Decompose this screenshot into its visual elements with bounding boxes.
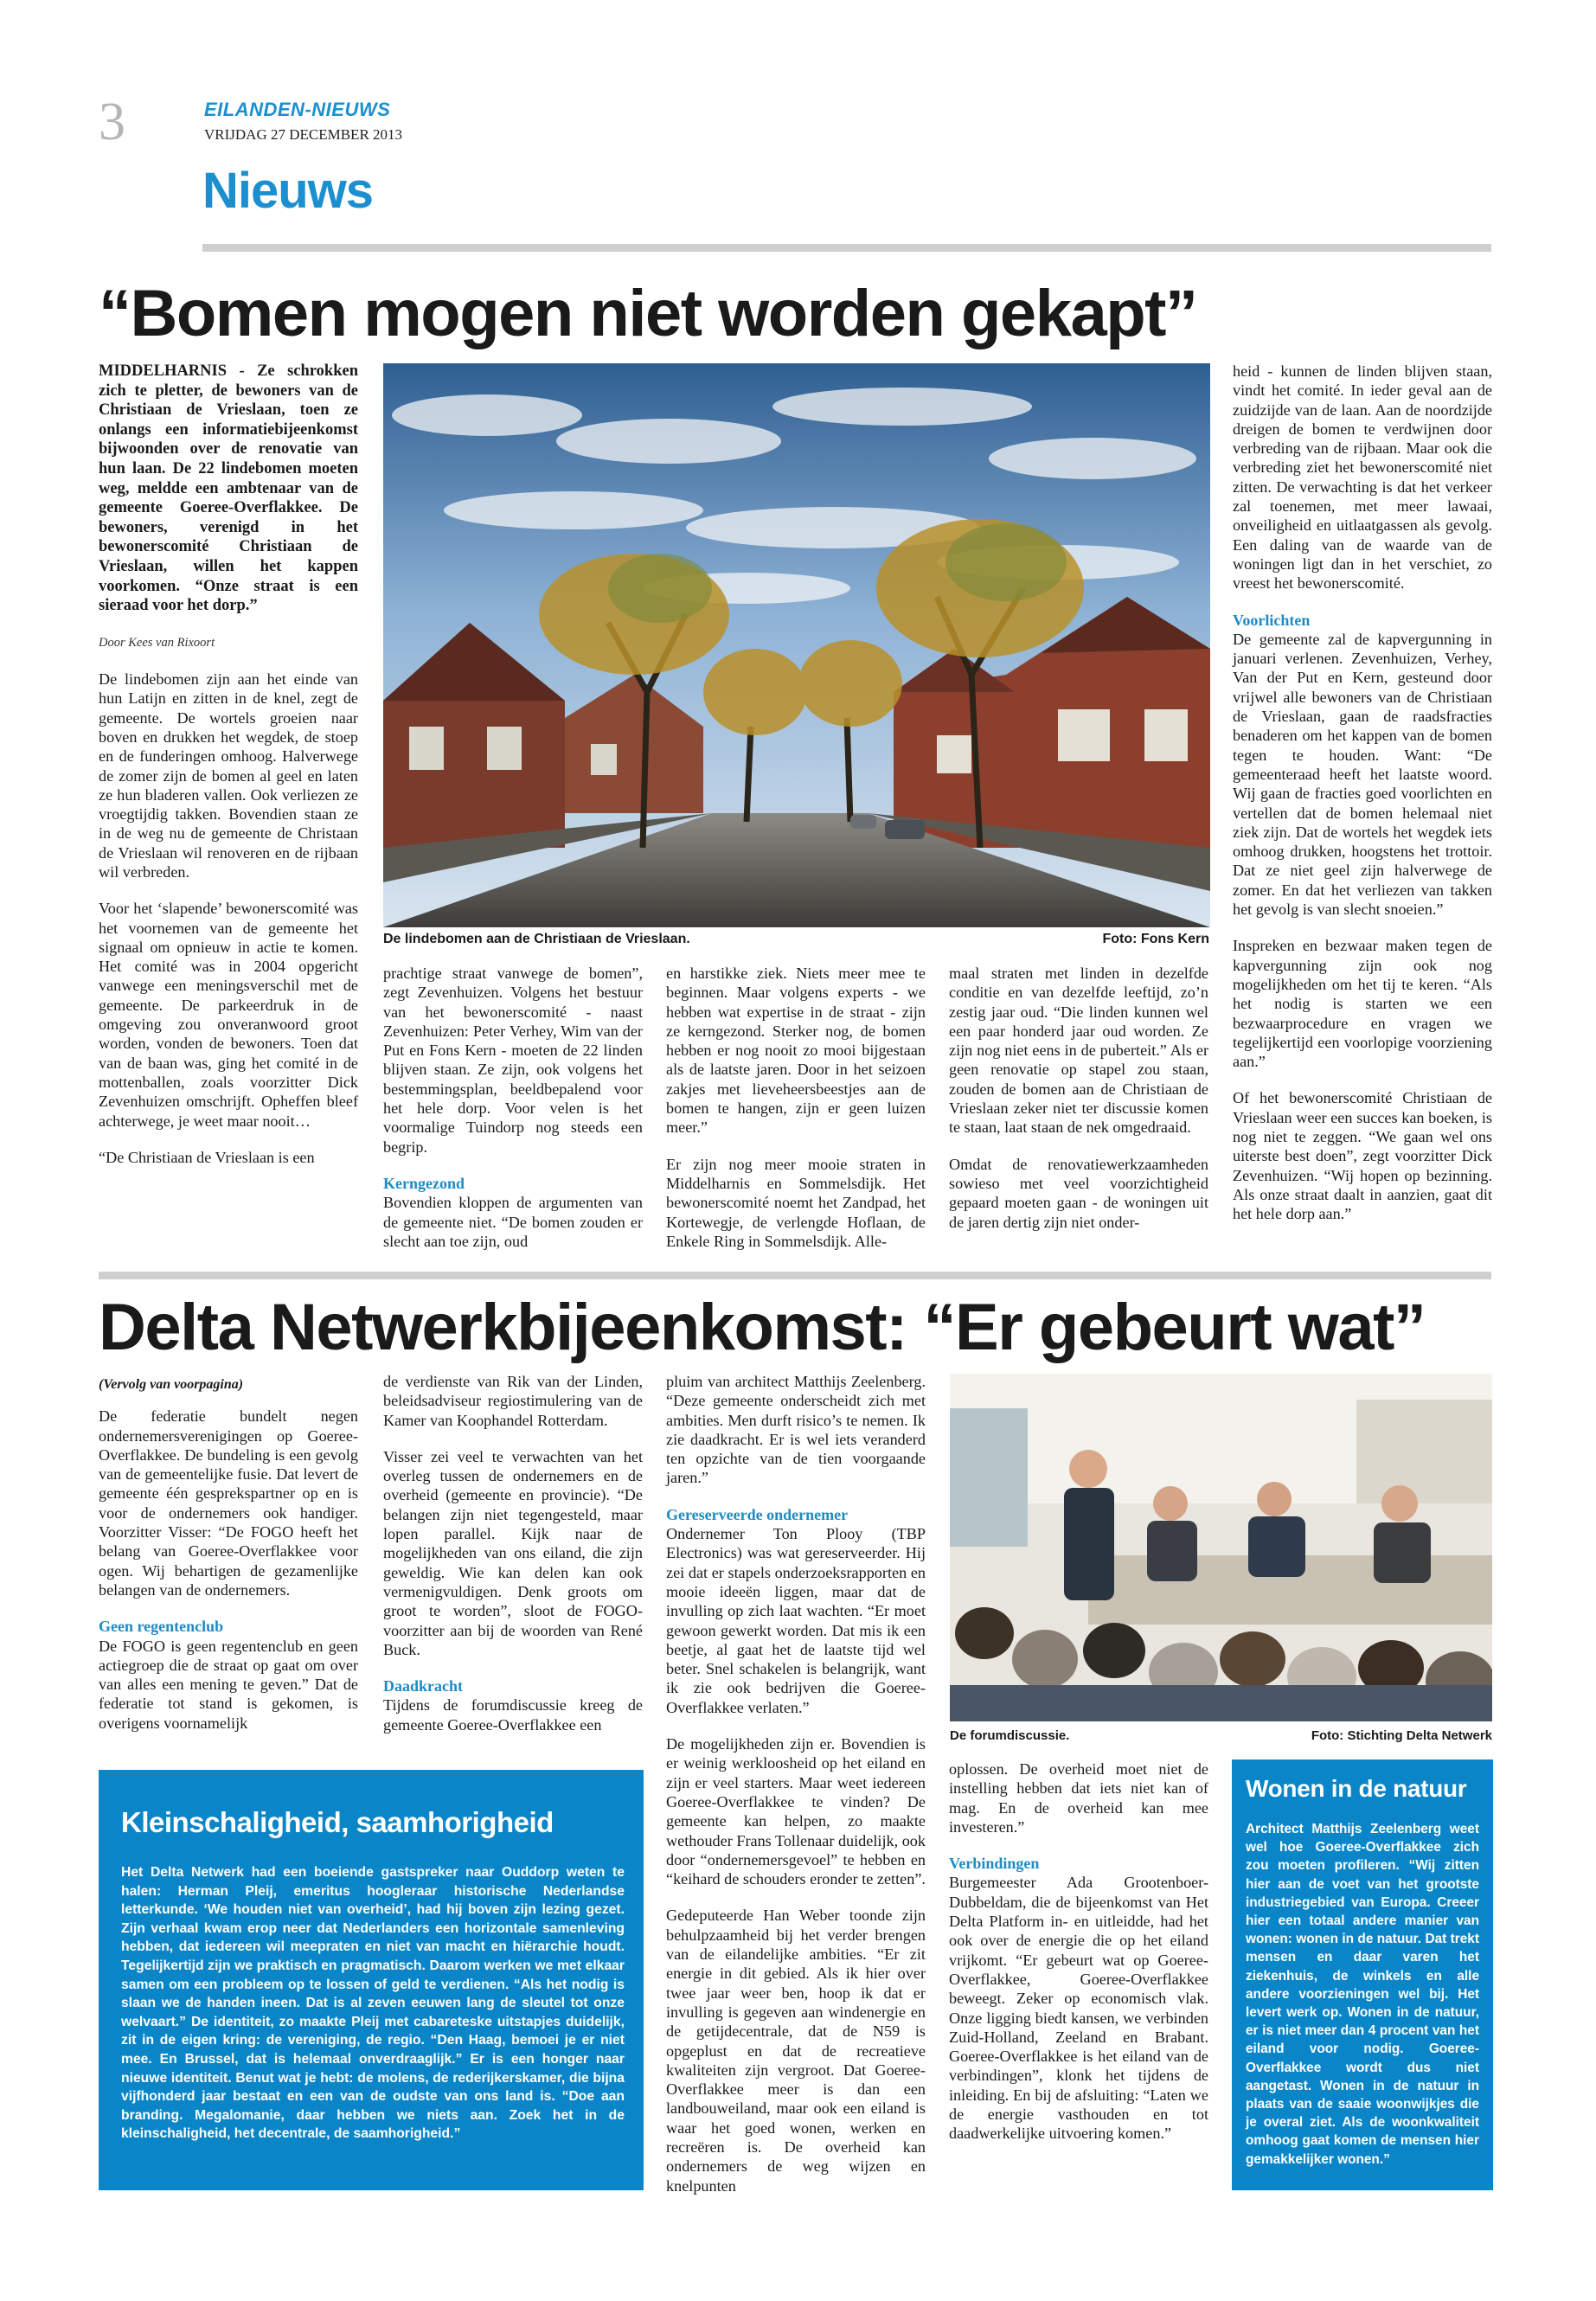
paragraph: De lindebomen zijn aan het einde van hun Latijn en zitten in de knel, zegt de gemeente. De wortels groeien naar boven en drukken het wegdek, de stoep en de funderingen omhoog. Halverwege de zomer zijn de bomen al geel en laten ze hun bladeren vallen. Ook verliezen ze vroegtijdig takken. Bovendien staan ze in de weg nu de gemeente de Christaan de Vrieslaan wil renoveren en de rijbaan wil verbreden. (99, 670, 358, 881)
article-column-3 (666, 964, 926, 1268)
paragraph: Bovendien kloppen de argumenten van de gemeente niet. “De bomen zouden er slecht aan toe zijn, oud (383, 1194, 643, 1250)
paragraph: De mogelijkheden zijn er. Bovendien is er weinig werkloosheid op het eiland en zijn er veel starters. Maar weet iedereen Goeree-Overflakkee te vinden? De gemeente kan helpen, zo maakte wethouder Frans Tollenaar duidelijk, ook door “ondernemersgevoel” te hebben en “keihard de schouders eronder te zetten”. (666, 1735, 926, 1888)
subheading: Daadkracht (383, 1677, 464, 1695)
section-title: Nieuws (202, 163, 374, 219)
forum-photo (950, 1374, 1492, 1721)
paragraph: De FOGO is geen regentenclub en geen actiegroep die de straat op gaat om over van alles een mening te geven.” Dat de federatie tot stand is gekomen, is overigens voornamelijk (99, 1637, 358, 1732)
box-title: Wonen in de natuur (1246, 1775, 1467, 1802)
paragraph: pluim van architect Matthijs Zeelenberg. “Deze gemeente onderscheidt zich met ambities. Men durft risico’s te nemen. Ik zie daadkracht. Er is wel iets veranderd ten opzichte van de tien voorgaande jaren.” (666, 1373, 926, 1487)
paragraph: Ondernemer Ton Plooy (TBP Electronics) was wat gereserveerder. Hij zei dat er stapels onderzoeksrapporten en mooie ideeën liggen, maar dat de invulling op zich laat wachten. “Er moet gewoon gewerkt worden. Dat mis ik een beetje, al gaat het de laatste tijd wel beter. Snel schakelen is belangrijk, want ik zie ook bedrijven die Goeree-Overflakkee verlaten.” (666, 1525, 926, 1716)
article-column-2 (383, 1372, 643, 1752)
paragraph: Inspreken en bezwaar maken tegen de kapvergunning zijn ook nog mogelijkheden om het tij te keren. “Als het nodig is starten we een bezwaarprocedure en vragen we tegelijkertijd een voorlopige voorziening aan.” (1233, 937, 1492, 1071)
issue-date: VRIJDAG 27 DECEMBER 2013 (204, 126, 403, 143)
subheading: Verbindingen (949, 1855, 1040, 1873)
photo-credit: Foto: Fons Kern (1102, 932, 1209, 946)
article-headline: Delta Netwerkbijeenkomst: “Er gebeurt wat” (99, 1291, 1426, 1364)
paper-name: EILANDEN-NIEUWS (204, 99, 391, 120)
subheading: Kerngezond (383, 1174, 465, 1192)
paragraph: prachtige straat vanwege de bomen”, zegt Zevenhuizen. Volgens het bestuur van het bewonerscomité - naast Zevenhuizen: Peter Verhey, Wim van der Put en Fons Kern - moeten de 22 linden blijven staan. Ze zijn, ook volgens het bestemmingsplan, beeldbepalend voor het hele dorp. Voor velen is het voormalige Tuindorp nog steeds een begrip. (383, 965, 643, 1156)
paragraph: maal straten met linden in dezelfde conditie en van dezelfde leeftijd, zo’n zestig jaar oud. “Die linden kunnen wel een paar honderd jaar oud worden. Ze zijn nog niet eens in de puberteit.” Als er geen renovatie op stapel zou staan, zouden de bomen aan de Christiaan de Vrieslaan zeker niet ter discussie komen te staan, laat staan de nek omgedraaid. (949, 965, 1208, 1137)
paragraph: Of het bewonerscomité Christiaan de Vrieslaan weer een succes kan boeken, is nog niet te zeggen. “We gaan wel ons uiterste best doen”, zegt voorzitter Dick Zevenhuizen. “Wij hopen op bezinning. Als onze straat daalt in aanzien, gaat dit het hele dorp aan.” (1233, 1089, 1492, 1223)
paragraph: Omdat de renovatiewerkzaamheden sowieso met veel voorzichtigheid gepaard moeten gaan - de woningen uit de jaren dertig zijn niet onder- (949, 1155, 1208, 1231)
subheading: Geen regentenclub (99, 1618, 224, 1636)
box-text: Architect Matthijs Zeelenberg weet wel hoe Goeree-Overflakkee zich zou moeten profileren. “Wij zitten hier aan de voet van het grootste industriegebied van Europa. Creeer hier een totaal andere manier van wonen: wonen in de natuur. Dat trekt mensen en daar varen het ziekenhuis, de winkels en alle andere voorzieningen wel bij. Het levert werk op. Wonen in de natuur, er is niet meer dan 4 procent van het eiland voor nodig. Goeree-Overflakkee wordt dus niet aangetast. Wonen in de natuur in plaats van de saaie woonwijkjes die je overal ziet. Als de woonkwaliteit omhoog gaat komen de mensen hier gemakkelijker wonen.” (1246, 1822, 1479, 2167)
street-trees-image (383, 363, 1210, 927)
photo-caption: De forumdiscussie. (950, 1728, 1070, 1743)
paragraph: Er zijn nog meer mooie straten in Middelharnis en Sommelsdijk. Het bewonerscomité noemt het Zandpad, het Kortewegje, de verlengde Hoflaan, de Enkele Ring in Sommelsdijk. Alle- (666, 1155, 926, 1250)
continued-note: (Vervolg van voorpagina) (99, 1377, 244, 1392)
sidebar-box-wonen-in-de-natuur (1232, 1759, 1493, 2190)
paragraph: Burgemeester Ada Grootenboer-Dubbeldam, die de bijeenkomst van Het Delta Platform in- en uitleidde, had het ook over de energie die op het eiland vrijkomt. “Er gebeurt wat op Goeree-Overflakkee, Goeree-Overflakkee beweegt. Zeker op economisch vlak. Onze ligging biedt kansen, we verbinden Zuid-Holland, Zeeland en Brabant. Goeree-Overflakkee is het eiland van de verbindingen”, klonk het tijdens de inleiding. En bij de afsluiting: “Laten we de energie vasthouden en tot daadwerkelijke uitvoering komen.” (949, 1874, 1208, 2143)
subheading: Gereserveerde ondernemer (666, 1505, 849, 1523)
sidebar-box-kleinschaligheid (99, 1770, 644, 2190)
forum-discussion-image (950, 1374, 1492, 1721)
article-lead: MIDDELHARNIS - Ze schrokken zich te pletter, de bewoners van de Christiaan de Vrieslaan, toen ze onlangs een informatiebijeenkomst bijwoonden over de renovatie van hun laan. De 22 lindebomen moeten weg, meldde een ambtenaar van de gemeente Goeree-Overflakkee. De bewoners, verenigd in het bewonerscomité Christiaan de Vrieslaan, willen het kappen voorkomen. “Onze straat is een sieraad voor het dorp.” (99, 362, 358, 615)
article-column-4 (949, 964, 1208, 1249)
paragraph: “De Christiaan de Vrieslaan is een (99, 1148, 315, 1166)
box-text: Het Delta Netwerk had een boeiende gastspreker naar Ouddorp weten te halen: Herman Pleij, emeritus hoogleraar historische Nederlandse letterkunde. ‘We houden niet van overheid’, had hij boven zijn lezing gezet. Zijn verhaal kwam erop neer dat Nederlanders een horizontale samenleving hebben, dat iedereen wil meepraten en niet van macht en hiërarchie houdt. Tegelijkertijd zijn we praktisch en pragmatisch. Daarom werken we met elkaar samen om een probleem op te lossen of geld te verdienen. “Als het nodig is slaan we de handen ineen. Dat is al zeven eeuwen lang de sleutel tot onze welvaart.” De identiteit, zo maakte Pleij met cabareteske uitstapjes duidelijk, zit in de eigen kring: de vereniging, de regio. “Den Haag, bemoei je er niet mee. En Brussel, dat is helemaal onverdraaglijk.” Er is een honger naar nieuwe identiteit. Benut wat je hebt: de molens, de rederijkerskamer, die bijna vijfhonderd jaar bestaat en een van de oudste van ons land is. “Doe aan branding. Megalomanie, daar hebben we niets aan. Zoek het in de kleinschaligheid, het decentrale, de saamhorigheid.” (121, 1865, 625, 2142)
box-title: Kleinschaligheid, saamhorigheid (121, 1806, 554, 1838)
article-column-4 (949, 1759, 1208, 2161)
photo-caption: De lindebomen aan de Christiaan de Vrieslaan. (383, 932, 690, 946)
paragraph: De federatie bundelt negen ondernemersverenigingen op Goeree-Overflakkee. De bundeling is een gevolg van de gemeentelijke fusie. Dat levert de gemeente één gesprekspartner op en is voor de ondernemers ook handiger. Voorzitter Visser: “De FOGO heeft het belang van Goeree-Overflakkee voor ogen. Wij behartigen de gezamenlijke belangen van de ondernemers. (99, 1407, 358, 1599)
paragraph: de verdienste van Rik van der Linden, beleidsadviseur regiostimulering van de Kamer van Koophandel Rotterdam. (383, 1373, 643, 1429)
article-column-1 (99, 1375, 358, 1750)
article-column-5 (1233, 362, 1492, 1240)
masthead-divider (202, 244, 1491, 252)
paragraph: Visser zei veel te verwachten van het overleg tussen de ondernemers en de overheid (gemeente en provincie). “De belangen zijn niet tegengesteld, maar lopen parallel. Kijk naar de mogelijkheden van ons eiland, die zijn geweldig. Wie kan delen kan ook vermenigvuldigen. Denk groots om groot te worden”, sloot de FOGO-voorzitter aan bij de woorden van René Buck. (383, 1447, 643, 1658)
paragraph: heid - kunnen de linden blijven staan, vindt het comité. In ieder geval aan de zuidzijde van de laan. Aan de noordzijde dreigen de bomen te verdwijnen door verbreding van de rijbaan. Maar ook die verbreding ziet het bewonerscomité niet zitten. De verwachting is dat het verkeer zal toenemen, met meer lawaai, onveiligheid en uitlaatgassen als gevolg. Een daling van de waarde van de woningen ligt dan in het verschiet, zo vreest het bewonerscomité. (1233, 362, 1492, 593)
subheading: Voorlichten (1233, 611, 1311, 629)
article-divider (99, 1272, 1491, 1279)
paragraph: oplossen. De overheid moet niet de instelling hebben dat iets niet kan of mag. En de overheid kan mee investeren.” (949, 1760, 1208, 1836)
article-headline: “Bomen mogen niet worden gekapt” (99, 277, 1197, 350)
paragraph: De gemeente zal de kapvergunning in januari verlenen. Zevenhuizen, Verhey, Van der Put en Kern, gesteund door vrijwel alle bewoners van de Christiaan de Vrieslaan, gaan de raadsfracties benaderen om het kappen van de bomen tegen te houden. Want: “De gemeenteraad heeft het laatste woord. Wij gaan de fracties goed voorlichten en vertellen dat de bomen helemaal niet ziek zijn. Dat de wortels het wegdek iets omhoog drukken, hoogstens het trottoir. Dat ze niet geel zijn halverwege de zomer. En dat het verliezen van takken het gevolg is van slecht snoeien.” (1233, 630, 1492, 919)
article-column-1 (99, 362, 358, 1184)
paragraph: Voor het ‘slapende’ bewonerscomité was het voornemen van de gemeente het signaal om opnieuw in actie te komen. Het comité was in 2004 opgericht vanwege een meningsverschil met de gemeente. De parkeerdruk in de omgeving zou onveranwoord groot worden, vonden de bewoners. Toen dat van de baan was, ging het comité in de mottenballen, zoals voorzitter Dick Zevenhuizen omschrijft. Opheffen bleef achterwege, je weet maar nooit… (99, 900, 358, 1130)
byline: Door Kees van Rixoort (99, 635, 215, 650)
paragraph: Gedeputeerde Han Weber toonde zijn behulpzaamheid bij het verder brengen van de eilandelijke ambities. “Er zit energie in dit gebied. Als ik hier over twee jaar weer ben, hoop ik dat er invulling is gegeven aan windenergie en de getijdecentrale, dat de N59 is opgeplust en dat de recreatieve kwaliteiten zijn vergroot. Dat Goeree-Overflakkee meer is dan een landbouweiland, maar ook een eiland is waar het goed wonen, werken en recreëren is. De overheid kan ondernemers de weg wijzen en knelpunten (666, 1907, 926, 2195)
street-photo (383, 363, 1210, 927)
paragraph: en harstikke ziek. Niets meer mee te beginnen. Maar volgens experts - we hebben wat expertise in de straat - zijn ze kerngezond. Sterker nog, de bomen hebben er nog nooit zo mooi bijgestaan als de laatste jaren. Door in het seizoen zakjes met lieveheersbeestjes aan de bomen te hangen, zijn er geen luizen meer.” (666, 965, 926, 1137)
article-column-3 (666, 1372, 926, 2213)
article-column-2 (383, 964, 643, 1268)
page-number: 3 (99, 93, 125, 151)
paragraph: Tijdens de forumdiscussie kreeg de gemeente Goeree-Overflakkee een (383, 1696, 643, 1734)
photo-credit: Foto: Stichting Delta Netwerk (1311, 1728, 1492, 1743)
